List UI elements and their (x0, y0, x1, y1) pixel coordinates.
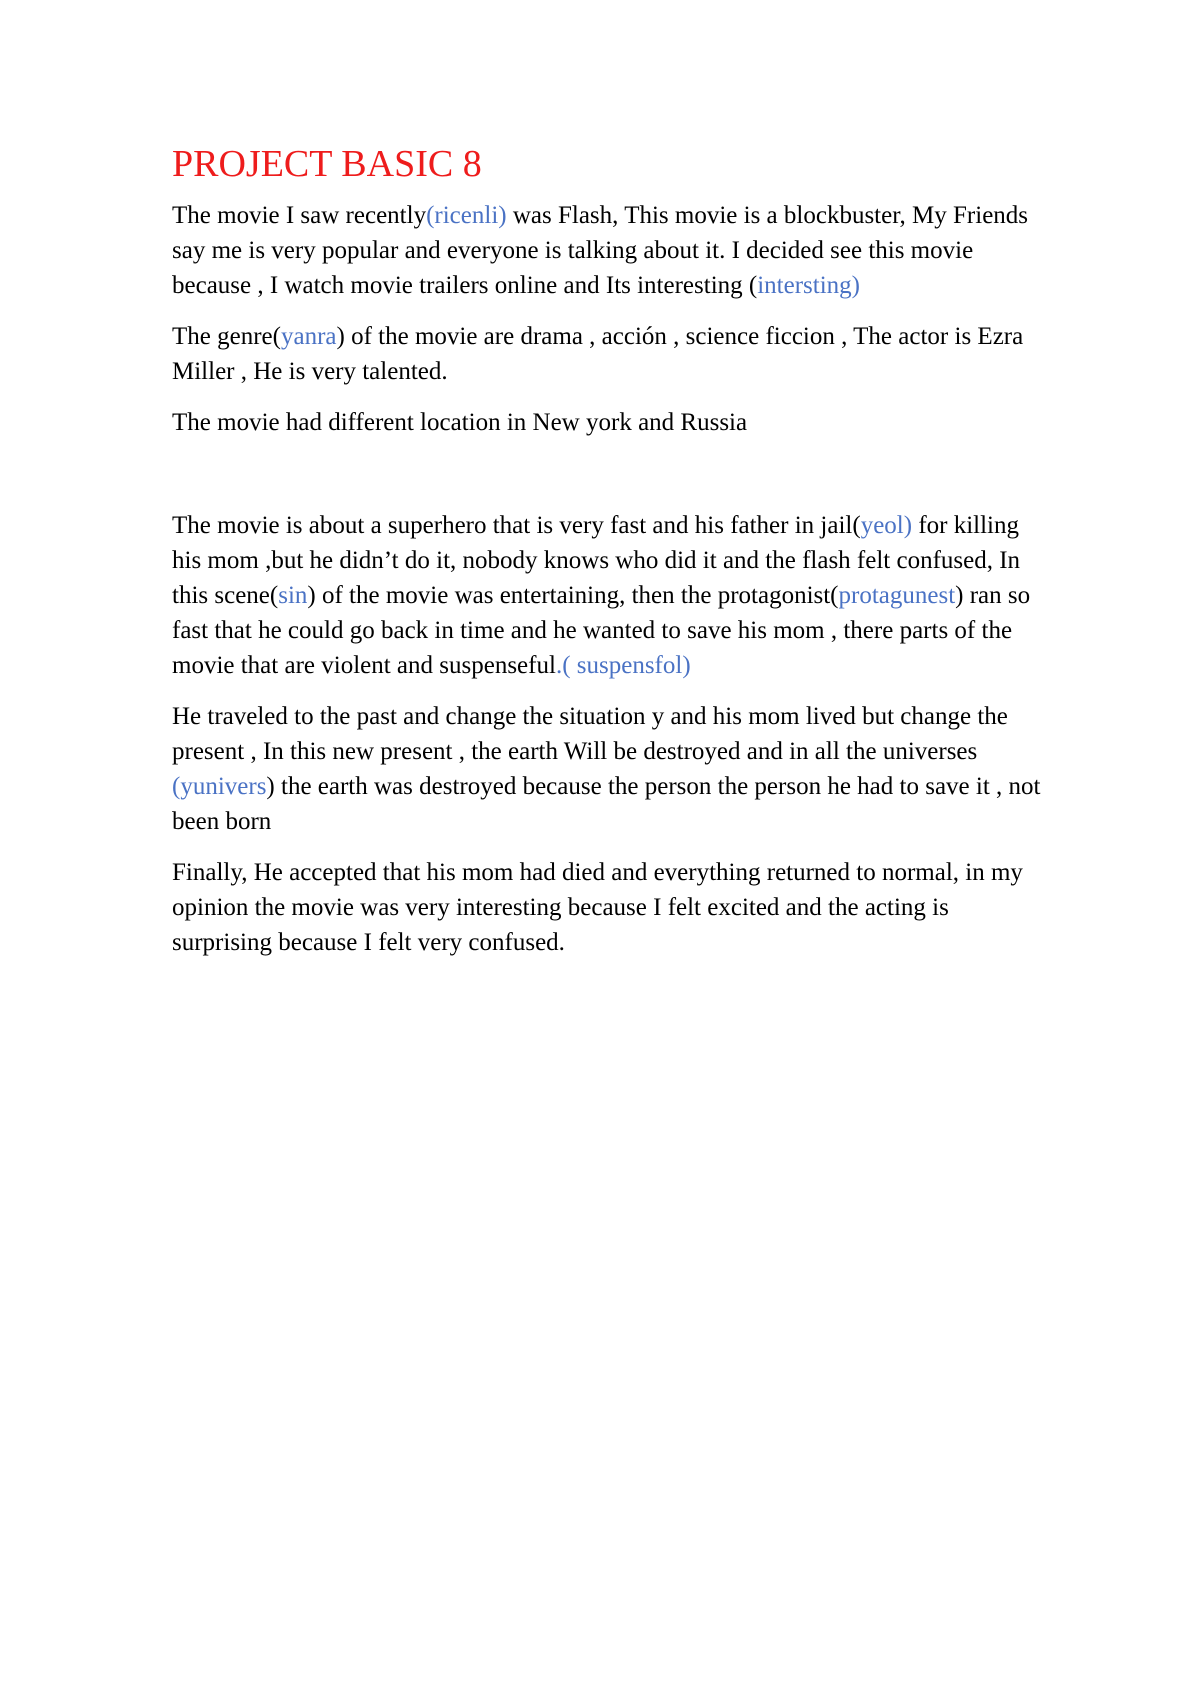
paragraph-recent-movie (172, 198, 1052, 303)
paragraph-time-travel (172, 699, 1052, 839)
blank-line (172, 456, 1052, 508)
pronunciation-note: (yunivers (172, 773, 267, 800)
text-run: for killing his mom ,but he didn’t do it, nobody knows who did it and the flash felt confused, In this scene( (172, 512, 1021, 609)
pronunciation-note: protagunest (838, 582, 956, 609)
text-run: ) of the movie was entertaining, then the protagonist( (307, 582, 839, 609)
text-run: ) the earth was destroyed because the person the person he had to save it , not been born (172, 773, 1041, 835)
pronunciation-note: sin (278, 582, 308, 609)
pronunciation-note: yeol) (860, 512, 913, 539)
text-run: Finally, He accepted that his mom had died and everything returned to normal, in my opinion the movie was very interesting because I felt excited and the acting is surprising because I felt very confused. (172, 859, 1023, 956)
text-run: The movie is about a superhero that is very fast and his father in jail( (172, 512, 861, 539)
text-run: ) of the movie are drama , acción , science ficcion , The actor is Ezra Miller , He is very talented. (172, 323, 1024, 385)
pronunciation-note: yanra (280, 323, 337, 350)
text-run: was Flash, This movie is a blockbuster, My Friends say me is very popular and everyone is talking about it. I decided see this movie because , I watch movie trailers online and Its interesting ( (172, 202, 1029, 299)
pronunciation-note: .( suspensfol) (555, 652, 691, 679)
paragraph-plot (172, 508, 1052, 683)
pronunciation-note: (ricenli) (426, 202, 507, 229)
pronunciation-note: intersting) (757, 272, 860, 299)
document-body (172, 140, 1052, 976)
text-run: ) ran so fast that he could go back in time and he wanted to save his mom , there parts of the movie that are violent and suspenseful (172, 582, 1031, 679)
paragraph-genre (172, 319, 1052, 389)
document-title: PROJECT BASIC 8 (172, 143, 482, 185)
text-run: The genre( (172, 323, 281, 350)
paragraph-location (172, 405, 1052, 440)
text-run: The movie I saw recently (172, 202, 427, 229)
paragraph-conclusion (172, 855, 1052, 960)
text-run: He traveled to the past and change the situation y and his mom lived but change the present , In this new present , the earth Will be destroyed and in all the universes (172, 703, 1008, 765)
text-run: The movie had different location in New york and Russia (172, 409, 748, 436)
